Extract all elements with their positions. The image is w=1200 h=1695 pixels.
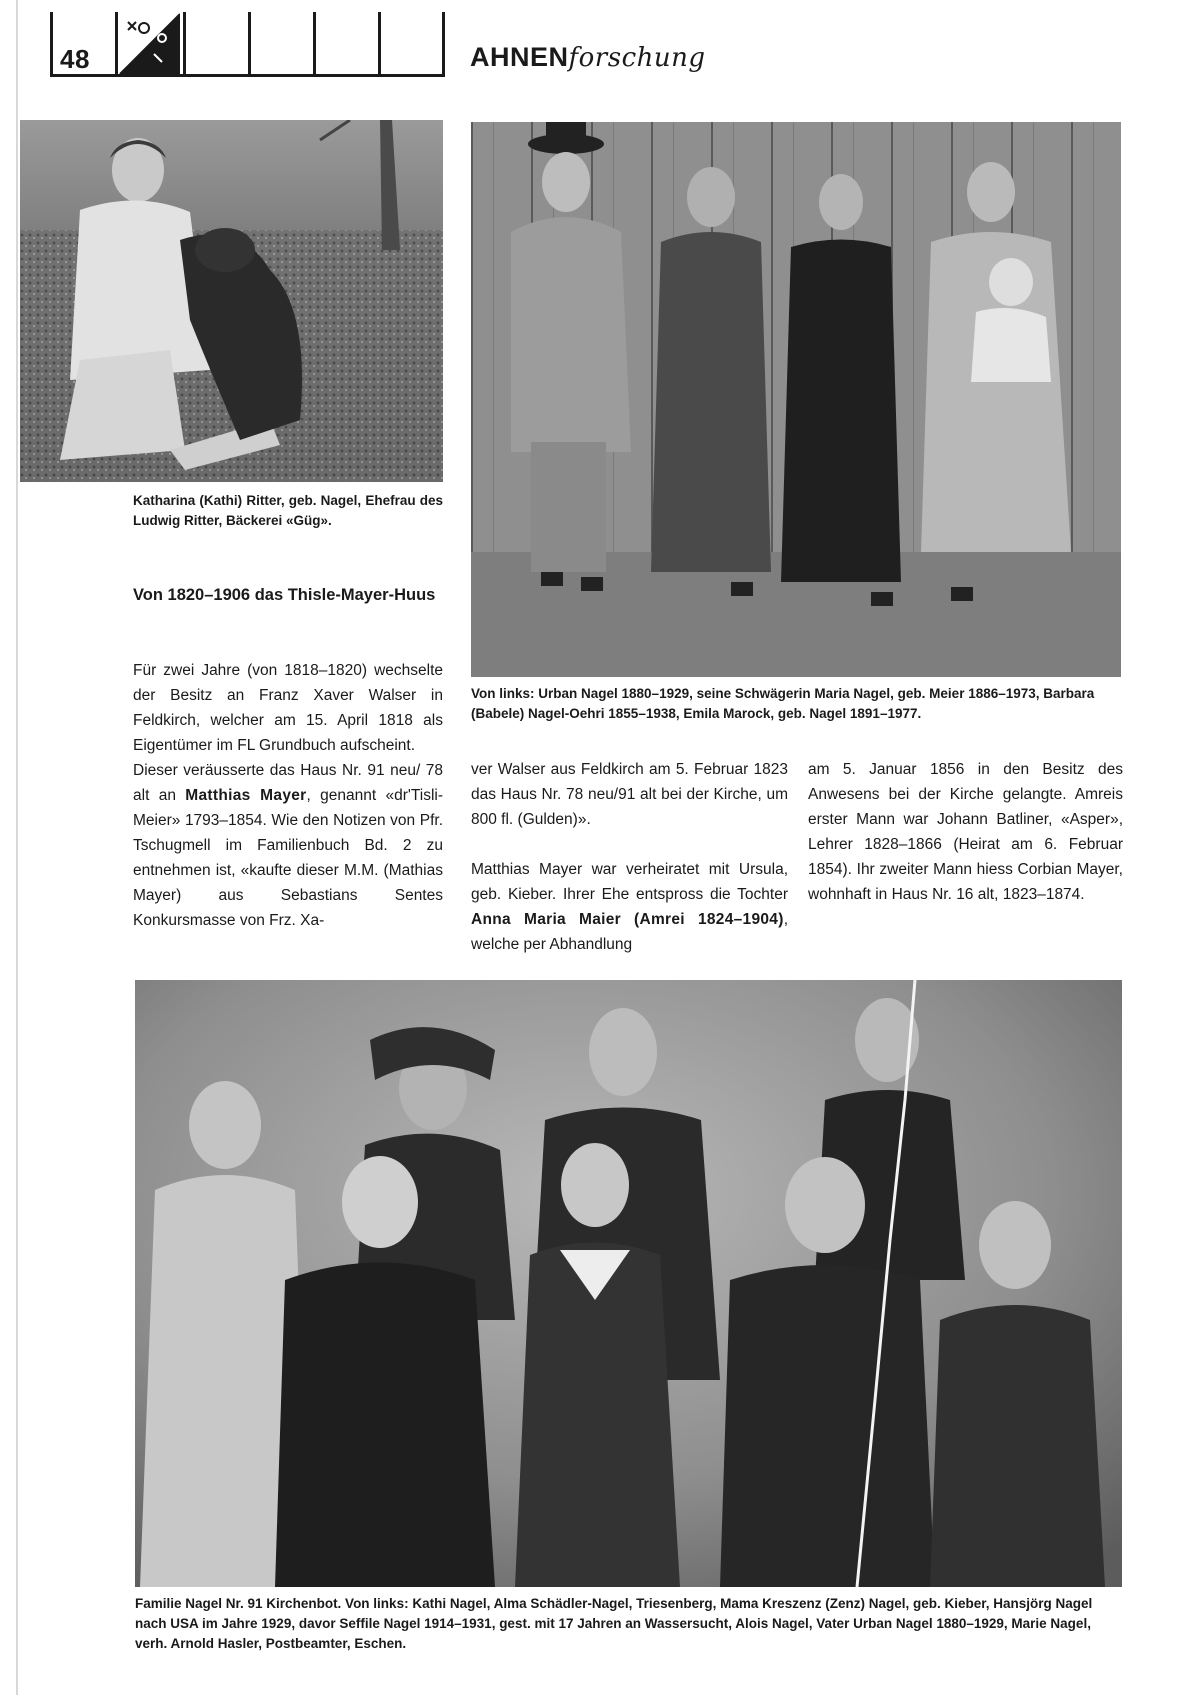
paragraph: Für zwei Jahre (von 1818–1820) wechselte der Besitz an Franz Xaver Walser in Feldkirch, welcher am 15. April 1818 als Eigentümer im FL Grundbuch aufscheint. bbox=[133, 662, 443, 754]
header-bar bbox=[248, 12, 251, 76]
header-bar bbox=[183, 12, 186, 76]
article-column-3: am 5. Januar 1856 in den Besitz des Anwesens bei der Kirche gelangte. Amreis erster Mann war Johann Batliner, «Asper», Lehrer 1828–1866 (Heirat am 6. Februar 1854). Ihr zweiter Mann hiess Corbian Mayer, wohnhaft in Haus Nr. 16 alt, 1823–1874. bbox=[808, 761, 1123, 903]
person-name: Matthias Mayer bbox=[185, 787, 307, 804]
paragraph: ver Walser aus Feldkirch am 5. Februar 1823 das Haus Nr. 78 neu/91 alt bei der Kirche, um 800 fl. (Gulden)». bbox=[471, 761, 788, 828]
photo-katharina-ritter bbox=[20, 120, 443, 482]
caption-top-left: Katharina (Kathi) Ritter, geb. Nagel, Ehefrau des Ludwig Ritter, Bäckerei «Güg». bbox=[133, 493, 443, 528]
paragraph: Dieser veräusserte das Haus Nr. 91 neu/ 78 alt an Matthias Mayer, genannt «dr'Tisli-Meier» 1793–1854. Wie den Notizen von Pfr. Tschugmell im Familienbuch Bd. 2 zu entnehmen ist, «kaufte dieser M.M. (Mathias Mayer) aus Sebastians Sentes Konkursmasse von Frz. Xa- bbox=[133, 762, 443, 929]
page-number: 48 bbox=[60, 44, 90, 74]
person-name: Anna Maria Maier (Amrei 1824–1904) bbox=[471, 911, 784, 928]
liechtenstein-emblem-icon bbox=[118, 10, 180, 74]
photo-family-nagel bbox=[135, 980, 1122, 1587]
magazine-brand: AHNENforschung bbox=[470, 42, 706, 73]
article-column-2 bbox=[471, 757, 788, 957]
article-column-1 bbox=[133, 658, 443, 933]
header-bar bbox=[50, 12, 53, 76]
header-bar bbox=[378, 12, 381, 76]
article-heading: Von 1820–1906 das Thisle-Mayer-Huus bbox=[133, 586, 436, 604]
paragraph: Matthias Mayer war verheiratet mit Ursula, geb. Kieber. Ihrer Ehe entspross die Tochter Anna Maria Maier (Amrei 1824–1904), welche per Abhandlung bbox=[471, 861, 788, 953]
photo-group-of-four bbox=[471, 122, 1121, 677]
header-bar bbox=[313, 12, 316, 76]
header-bar bbox=[442, 12, 445, 76]
caption-top-right: Von links: Urban Nagel 1880–1929, seine Schwägerin Maria Nagel, geb. Meier 1886–1973, Barbara (Babele) Nagel-Oehri 1855–1938, Emila Marock, geb. Nagel 1891–1977. bbox=[471, 686, 1095, 721]
caption-bottom: Familie Nagel Nr. 91 Kirchenbot. Von links: Kathi Nagel, Alma Schädler-Nagel, Triesenberg, Mama Kreszenz (Zenz) Nagel, geb. Kieber, Hansjörg Nagel nach USA im Jahre 1929, davor Seffile Nagel 1914–1931, gest. mit 17 Jahren an Wassersucht, Alois Nagel, Vater Urban Nagel 1880–1929, Marie Nagel, verh. Arnold Hasler, Postbeamter, Eschen. bbox=[135, 1596, 1093, 1651]
page-edge-line bbox=[16, 0, 18, 1695]
